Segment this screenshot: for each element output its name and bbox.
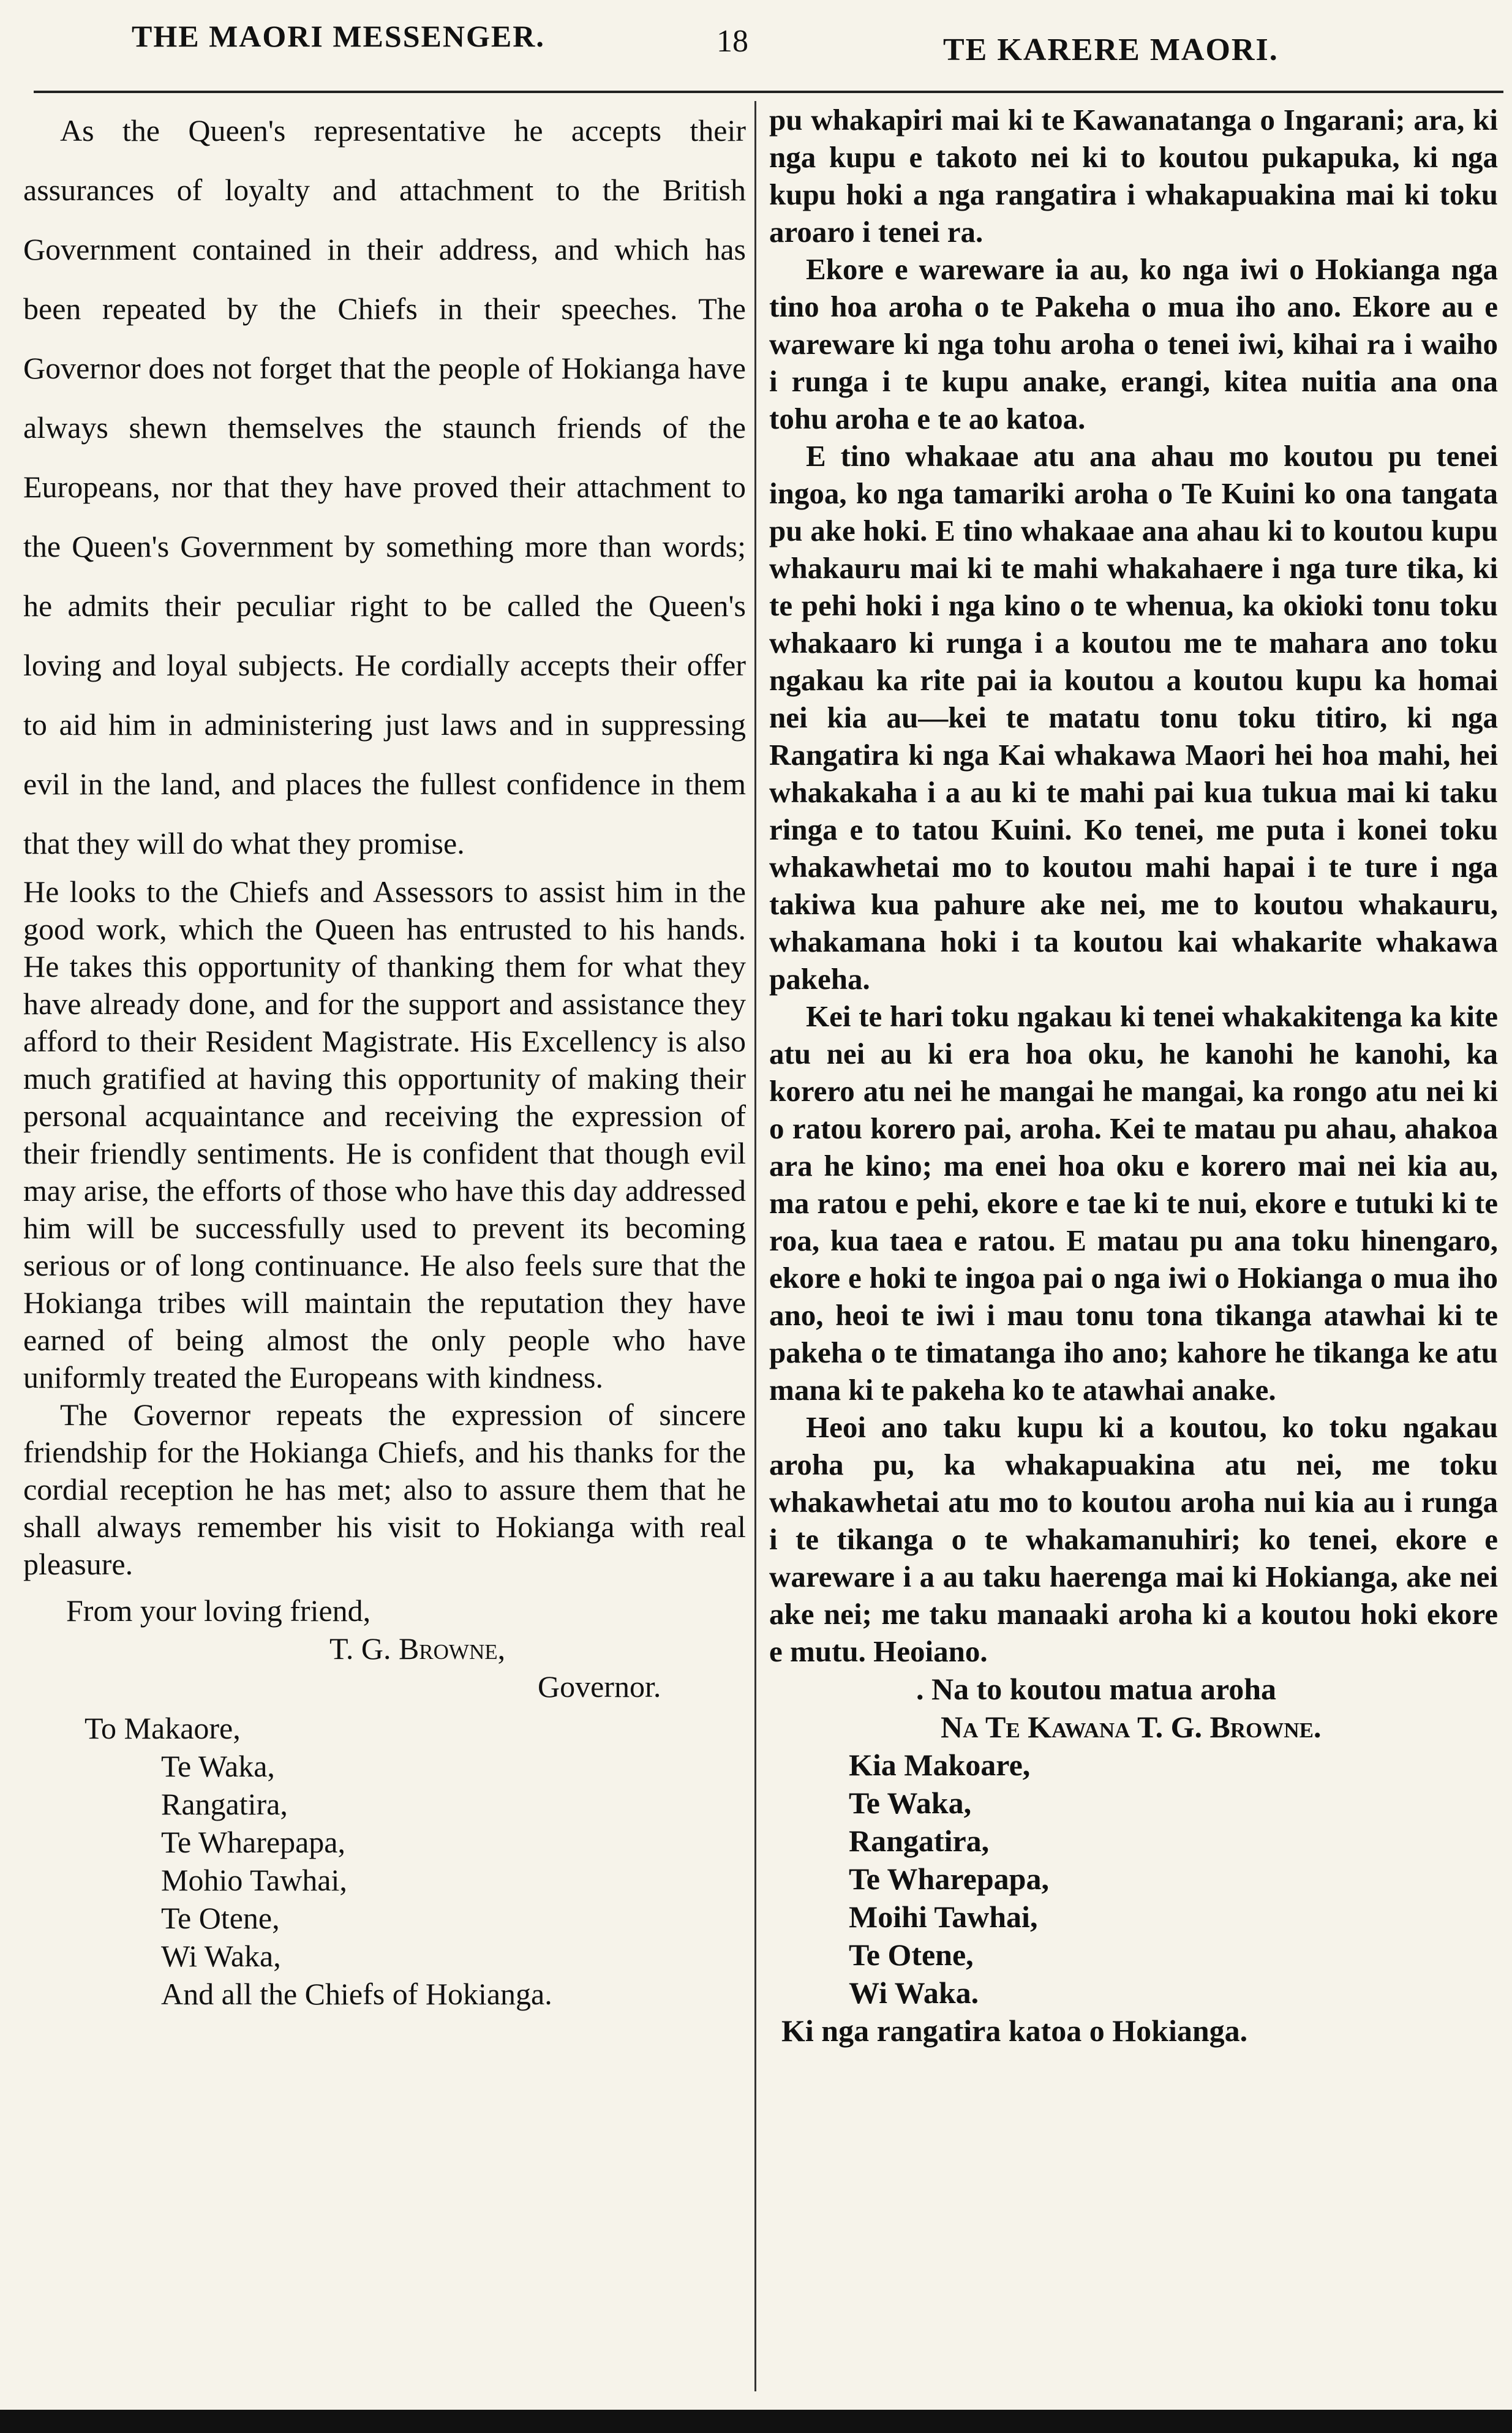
addressee: Te Waka, [849,1786,972,1820]
english-addressees [23,1709,746,2013]
addressee: Rangatira, [161,1787,288,1821]
maori-paragraph-2: Ekore e wareware ia au, ko nga iwi o Hokianga nga tino hoa aroha o te Pakeha o mua iho ano. Ekore au e wareware ki nga tohu aroha o tenei iwi, kihai ra i waiho i runga i te kupu anake, erangi, kitea nuitia ana ona tohu aroha e te ao katoa. [769,252,1498,435]
maori-final-line: Ki nga rangatira katoa o Hokianga. [781,2014,1248,2048]
english-closing: From your loving friend, [66,1593,371,1628]
masthead-english: THE MAORI MESSENGER. [132,19,545,53]
addressee: Rangatira, [849,1824,990,1858]
addressee: To Makaore, [85,1711,241,1745]
addressee: Moihi Tawhai, [849,1900,1038,1934]
maori-paragraph-4: Kei te hari toku ngakau ki tenei whakakitenga ka kite atu nei au ki era hoa oku, he kanohi he kanohi, ka korero atu nei he mangai he mangai, ka rongo atu nei ki o ratou korero pai, aroha. Kei te matau pu ahau, ahakoa ara he kino; ma enei hoa oku e korero mai nei kia au, ma ratou e pehi, ekore e tae ki te nui, ekore e tutuki ki te roa, kua taea e ratou. E matau pu ana toku hinengaro, ekore e hoki te ingoa pai o nga iwi o Hokianga o mua iho ano, heoi te iwi i mau tonu tona tikanga atawhai ki te pakeha o te timatanga iho ano; kahore he tikanga ke atu mana ki te pakeha ko te atawhai anake. [769,999,1498,1407]
addressee: Te Waka, [161,1749,275,1783]
maori-addressees [769,1746,1498,2012]
english-paragraph-1-large: As the Queen's representative he accepts their assurances of loyalty and attachment to the British Government contained in their address, and which has been repeated by the Chiefs in their speeches. The Governor does not forget that the people of Hokianga have always shewn themselves the staunch friends of the Europeans, nor that they have proved their attachment to the Queen's Government by something more than words; he admits their peculiar right to be called the Queen's loving and loyal subjects. He cordially accepts their offer to aid him in administering just laws and in suppressing evil in the land, and places the fullest confidence in them that they will do what they promise. [23,113,746,860]
english-title: Governor. [538,1669,661,1704]
column-divider [754,101,756,2391]
masthead-maori: TE KARERE MAORI. [943,32,1279,67]
page-number: 18 [717,24,748,59]
addressee: And all the Chiefs of Hokianga. [161,1977,552,2011]
page-header [0,0,1512,73]
addressee: Te Wharepapa, [849,1862,1049,1896]
english-column [23,101,746,2013]
addressee: Kia Makoare, [849,1748,1031,1782]
addressee: Wi Waka, [161,1939,281,1973]
english-paragraph-1-small: He looks to the Chiefs and Assessors to assist him in the good work, which the Queen has entrusted to his hands. He takes this opportunity of thanking them for what they have already done, and for the support and assistance they afford to their Resident Magistrate. His Excellency is also much gratified at having this opportunity of making their personal acquaintance and receiving the expression of their friendly sentiments. He is confident that though evil may arise, the efforts of those who have this day addressed him will be successfully used to prevent its becoming serious or of long continuance. He also feels sure that the Hokianga tribes will maintain the reputation they have earned of being almost the only people who have uniformly treated the Europeans with kindness. [23,874,746,1394]
addressee: Mohio Tawhai, [161,1863,347,1897]
maori-paragraph-3: E tino whakaae atu ana ahau mo koutou pu tenei ingoa, ko nga tamariki aroha o Te Kuini ko ona tangata pu ake hoki. E tino whakaae ana ahau ki to koutou kupu whakauru mai ki te mahi whakahaere i nga ture tika, ki te pehi hoki i nga kino o te whenua, ka okioki tonu toku whakaaro ki runga i a koutou me te mahara ano toku ngakau ka rite pai ia koutou a koutou kupu ka homai nei kia au—kei te matatu tonu toku titiro, ki nga Rangatira ki nga Kai whakawa Maori hei hoa mahi, hei whakakaha i a au ki te mahi pai kua tukua mai ki taku ringa e to tatou Kuini. Ko tenei, me puta i konei toku whakawhetai mo to koutou mahi hapai i te ture i nga takiwa kua pahure ake nei, me to koutou whakauru, whakamana hoki i ta koutou kai whakarite whakawa pakeha. [769,439,1498,996]
maori-paragraph-1: pu whakapiri mai ki te Kawanatanga o Ingarani; ara, ki nga kupu e takoto nei ki to koutou pukapuka, ki nga kupu hoki a nga rangatira i whakapuakina mai ki toku aroaro i tenei ra. [769,103,1498,249]
addressee: Te Otene, [161,1901,280,1935]
addressee: Te Otene, [849,1938,974,1972]
maori-closing: . Na to koutou matua aroha [916,1672,1277,1706]
addressee: Te Wharepapa, [161,1825,345,1859]
english-signature: T. G. Browne, [329,1631,506,1666]
maori-column [769,101,1498,2050]
maori-paragraph-5: Heoi ano taku kupu ki a koutou, ko toku ngakau aroha pu, ka whakapuakina atu nei, me toku whakawhetai atu mo to koutou aroha nui kia au i runga i te tikanga o te whakamanuhiri; ko tenei, ekore e wareware i a au taku haerenga mai ki Hokianga, ake nei ake nei; me taku manaaki aroha ki a koutou hoki ekore e mutu. Heoiano. [769,1410,1498,1668]
addressee: Wi Waka. [849,1976,979,2010]
bottom-edge [0,2410,1512,2433]
maori-signature: Na Te Kawana T. G. Browne. [941,1710,1322,1744]
header-rule [34,91,1503,93]
english-paragraph-2: The Governor repeats the expression of sincere friendship for the Hokianga Chiefs, and his thanks for the cordial reception he has met; also to assure them that he shall always remember his visit to Hokianga with real pleasure. [23,1397,746,1581]
